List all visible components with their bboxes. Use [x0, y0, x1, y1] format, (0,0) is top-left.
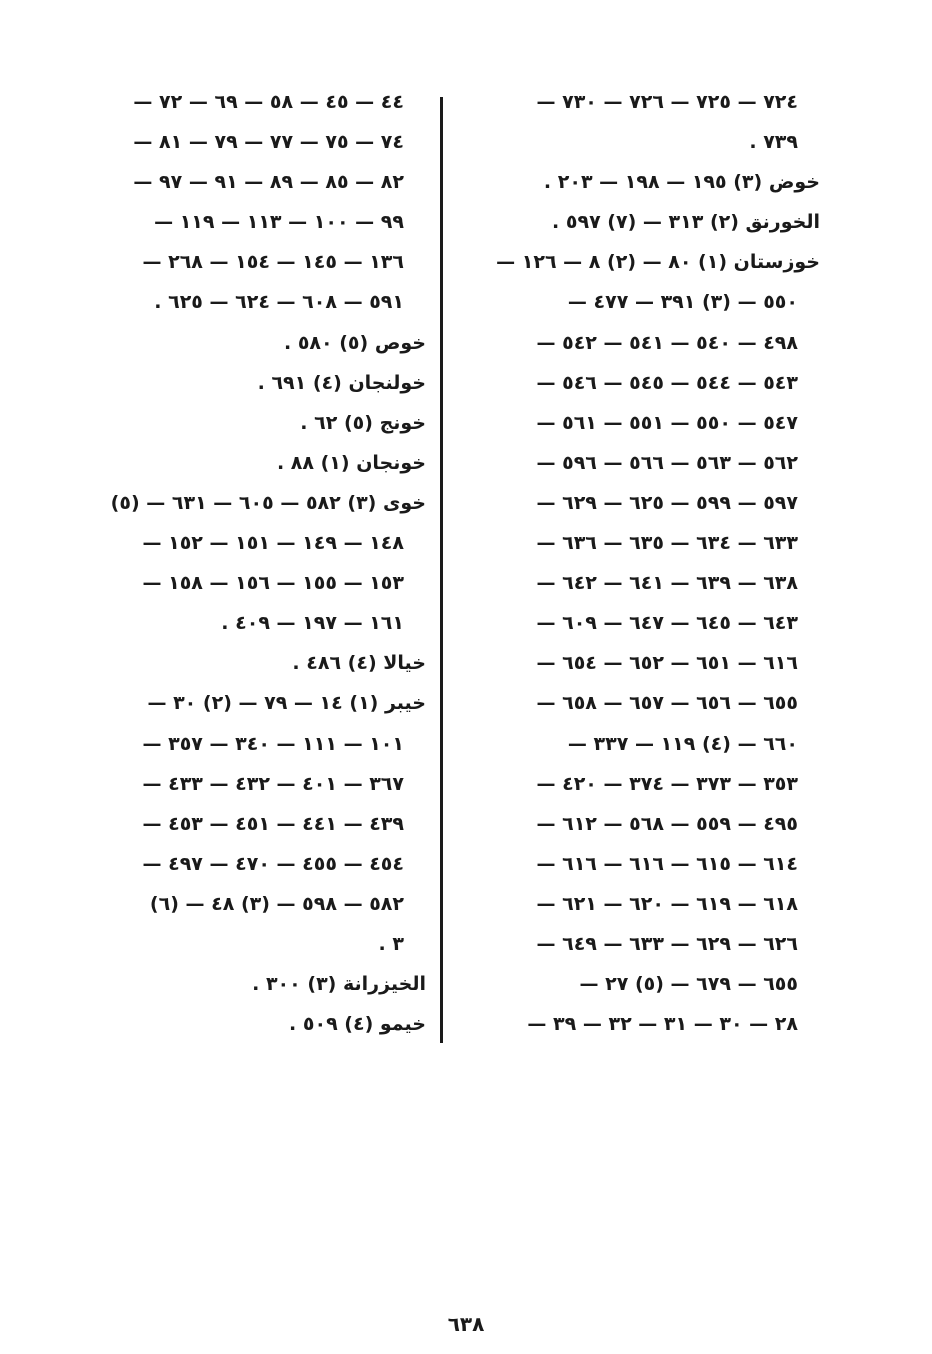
index-continuation-line: ٥٨٢ — ٥٩٨ — (٣) ٤٨ — (٦): [149, 892, 404, 915]
index-continuation-line: ٦١٦ — ٦٥١ — ٦٥٢ — ٦٥٤ —: [536, 652, 798, 675]
index-continuation-line: ١٤٨ — ١٤٩ — ١٥١ — ١٥٢ —: [142, 532, 404, 555]
index-continuation-line: ٦٣٨ — ٦٣٩ — ٦٤١ — ٦٤٢ —: [536, 572, 798, 595]
index-entry-line: خيالا (٤) ٤٨٦ .: [292, 652, 426, 675]
index-entry-line: خوزستان (١) ٨٠ — (٢) ٨ — ١٢٦ —: [496, 251, 820, 274]
index-continuation-line: ٤٩٨ — ٥٤٠ — ٥٤١ — ٥٤٢ —: [536, 331, 798, 354]
index-continuation-line: ٣٦٧ — ٤٠١ — ٤٣٢ — ٤٣٣ —: [142, 772, 404, 795]
index-continuation-line: ٦١٨ — ٦١٩ — ٦٢٠ — ٦٢١ —: [536, 892, 798, 915]
index-entry-line: خوى (٣) ٥٨٢ — ٦٠٥ — ٦٣١ — (٥): [110, 491, 426, 514]
index-continuation-line: ٣٥٣ — ٣٧٣ — ٣٧٤ — ٤٢٠ —: [536, 772, 798, 795]
index-continuation-line: ٥٤٣ — ٥٤٤ — ٥٤٥ — ٥٤٦ —: [536, 371, 798, 394]
index-continuation-line: ٦٣٣ — ٦٣٤ — ٦٣٥ — ٦٣٦ —: [536, 532, 798, 555]
index-entry-line: خيمو (٤) ٥٠٩ .: [289, 1013, 426, 1036]
index-continuation-line: ١٣٦ — ١٤٥ — ١٥٤ — ٢٦٨ —: [142, 251, 404, 274]
index-entry-line: خوص (٥) ٥٨٠ .: [283, 331, 426, 354]
index-continuation-line: ٥٥٠ — (٣) ٣٩١ — ٤٧٧ —: [567, 291, 798, 314]
index-continuation-line: ٤٩٥ — ٥٥٩ — ٥٦٨ — ٦١٢ —: [536, 812, 798, 835]
left-column: [74, 82, 426, 1044]
index-continuation-line: ٤٣٩ — ٤٤١ — ٤٥١ — ٤٥٣ —: [142, 812, 404, 835]
index-continuation-line: ٥٦٢ — ٥٦٣ — ٥٦٦ — ٥٩٦ —: [536, 451, 798, 474]
index-entry-line: خونجان (١) ٨٨ .: [276, 451, 426, 474]
index-continuation-line: ٧٣٩ .: [749, 131, 798, 154]
index-continuation-line: ٦٦٠ — (٤) ١١٩ — ٣٣٧ —: [567, 732, 798, 755]
index-continuation-line: ٦١٤ — ٦١٥ — ٦١٦ — ٦١٦ —: [536, 852, 798, 875]
page-number: ٦٣٨: [447, 1312, 485, 1336]
index-entry-line: خولنجان (٤) ٦٩١ .: [257, 371, 426, 394]
index-continuation-line: ٦٤٣ — ٦٤٥ — ٦٤٧ — ٦٠٩ —: [536, 612, 798, 635]
index-continuation-line: ٣ .: [378, 932, 404, 955]
index-continuation-line: ٢٨ — ٣٠ — ٣١ — ٣٢ — ٣٩ —: [527, 1013, 798, 1036]
index-continuation-line: ٤٤ — ٤٥ — ٥٨ — ٦٩ — ٧٢ —: [133, 91, 404, 113]
index-entry-line: خونج (٥) ٦٢ .: [300, 411, 426, 434]
index-continuation-line: ٥٤٧ — ٥٥٠ — ٥٥١ — ٥٦١ —: [536, 411, 798, 434]
index-entry-line: الخيزرانة (٣) ٣٠٠ .: [252, 973, 426, 996]
index-continuation-line: ٩٩ — ١٠٠ — ١١٣ — ١١٩ —: [154, 211, 404, 234]
index-continuation-line: ١٥٣ — ١٥٥ — ١٥٦ — ١٥٨ —: [142, 572, 404, 595]
index-entry-line: الخورنق (٢) ٣١٣ — (٧) ٥٩٧ .: [552, 211, 820, 234]
right-column: [462, 82, 820, 1044]
index-continuation-line: ٤٥٤ — ٤٥٥ — ٤٧٠ — ٤٩٧ —: [142, 852, 404, 875]
index-continuation-line: ١٠١ — ١١١ — ٣٤٠ — ٣٥٧ —: [142, 732, 404, 755]
index-continuation-line: ٨٢ — ٨٥ — ٨٩ — ٩١ — ٩٧ —: [133, 171, 404, 194]
index-entry-line: خوض (٣) ١٩٥ — ١٩٨ — ٢٠٣ .: [543, 171, 820, 194]
index-continuation-line: ٦٥٥ — ٦٥٦ — ٦٥٧ — ٦٥٨ —: [536, 692, 798, 715]
index-continuation-line: ٥٩٧ — ٥٩٩ — ٦٢٥ — ٦٢٩ —: [536, 491, 798, 514]
index-continuation-line: ٦٢٦ — ٦٢٩ — ٦٣٣ — ٦٤٩ —: [536, 932, 798, 955]
index-entry-line: خيبر (١) ١٤ — ٧٩ — (٢) ٣٠ —: [147, 692, 426, 715]
index-continuation-line: ٦٥٥ — ٦٧٩ — (٥) ٢٧ —: [579, 973, 798, 996]
column-divider: [440, 97, 443, 1043]
index-continuation-line: ١٦١ — ١٩٧ — ٤٠٩ .: [221, 612, 404, 635]
index-continuation-line: ٧٤ — ٧٥ — ٧٧ — ٧٩ — ٨١ —: [133, 131, 404, 154]
index-continuation-line: ٥٩١ — ٦٠٨ — ٦٢٤ — ٦٢٥ .: [154, 291, 404, 314]
index-continuation-line: ٧٢٤ — ٧٢٥ — ٧٢٦ — ٧٣٠ —: [536, 91, 798, 113]
